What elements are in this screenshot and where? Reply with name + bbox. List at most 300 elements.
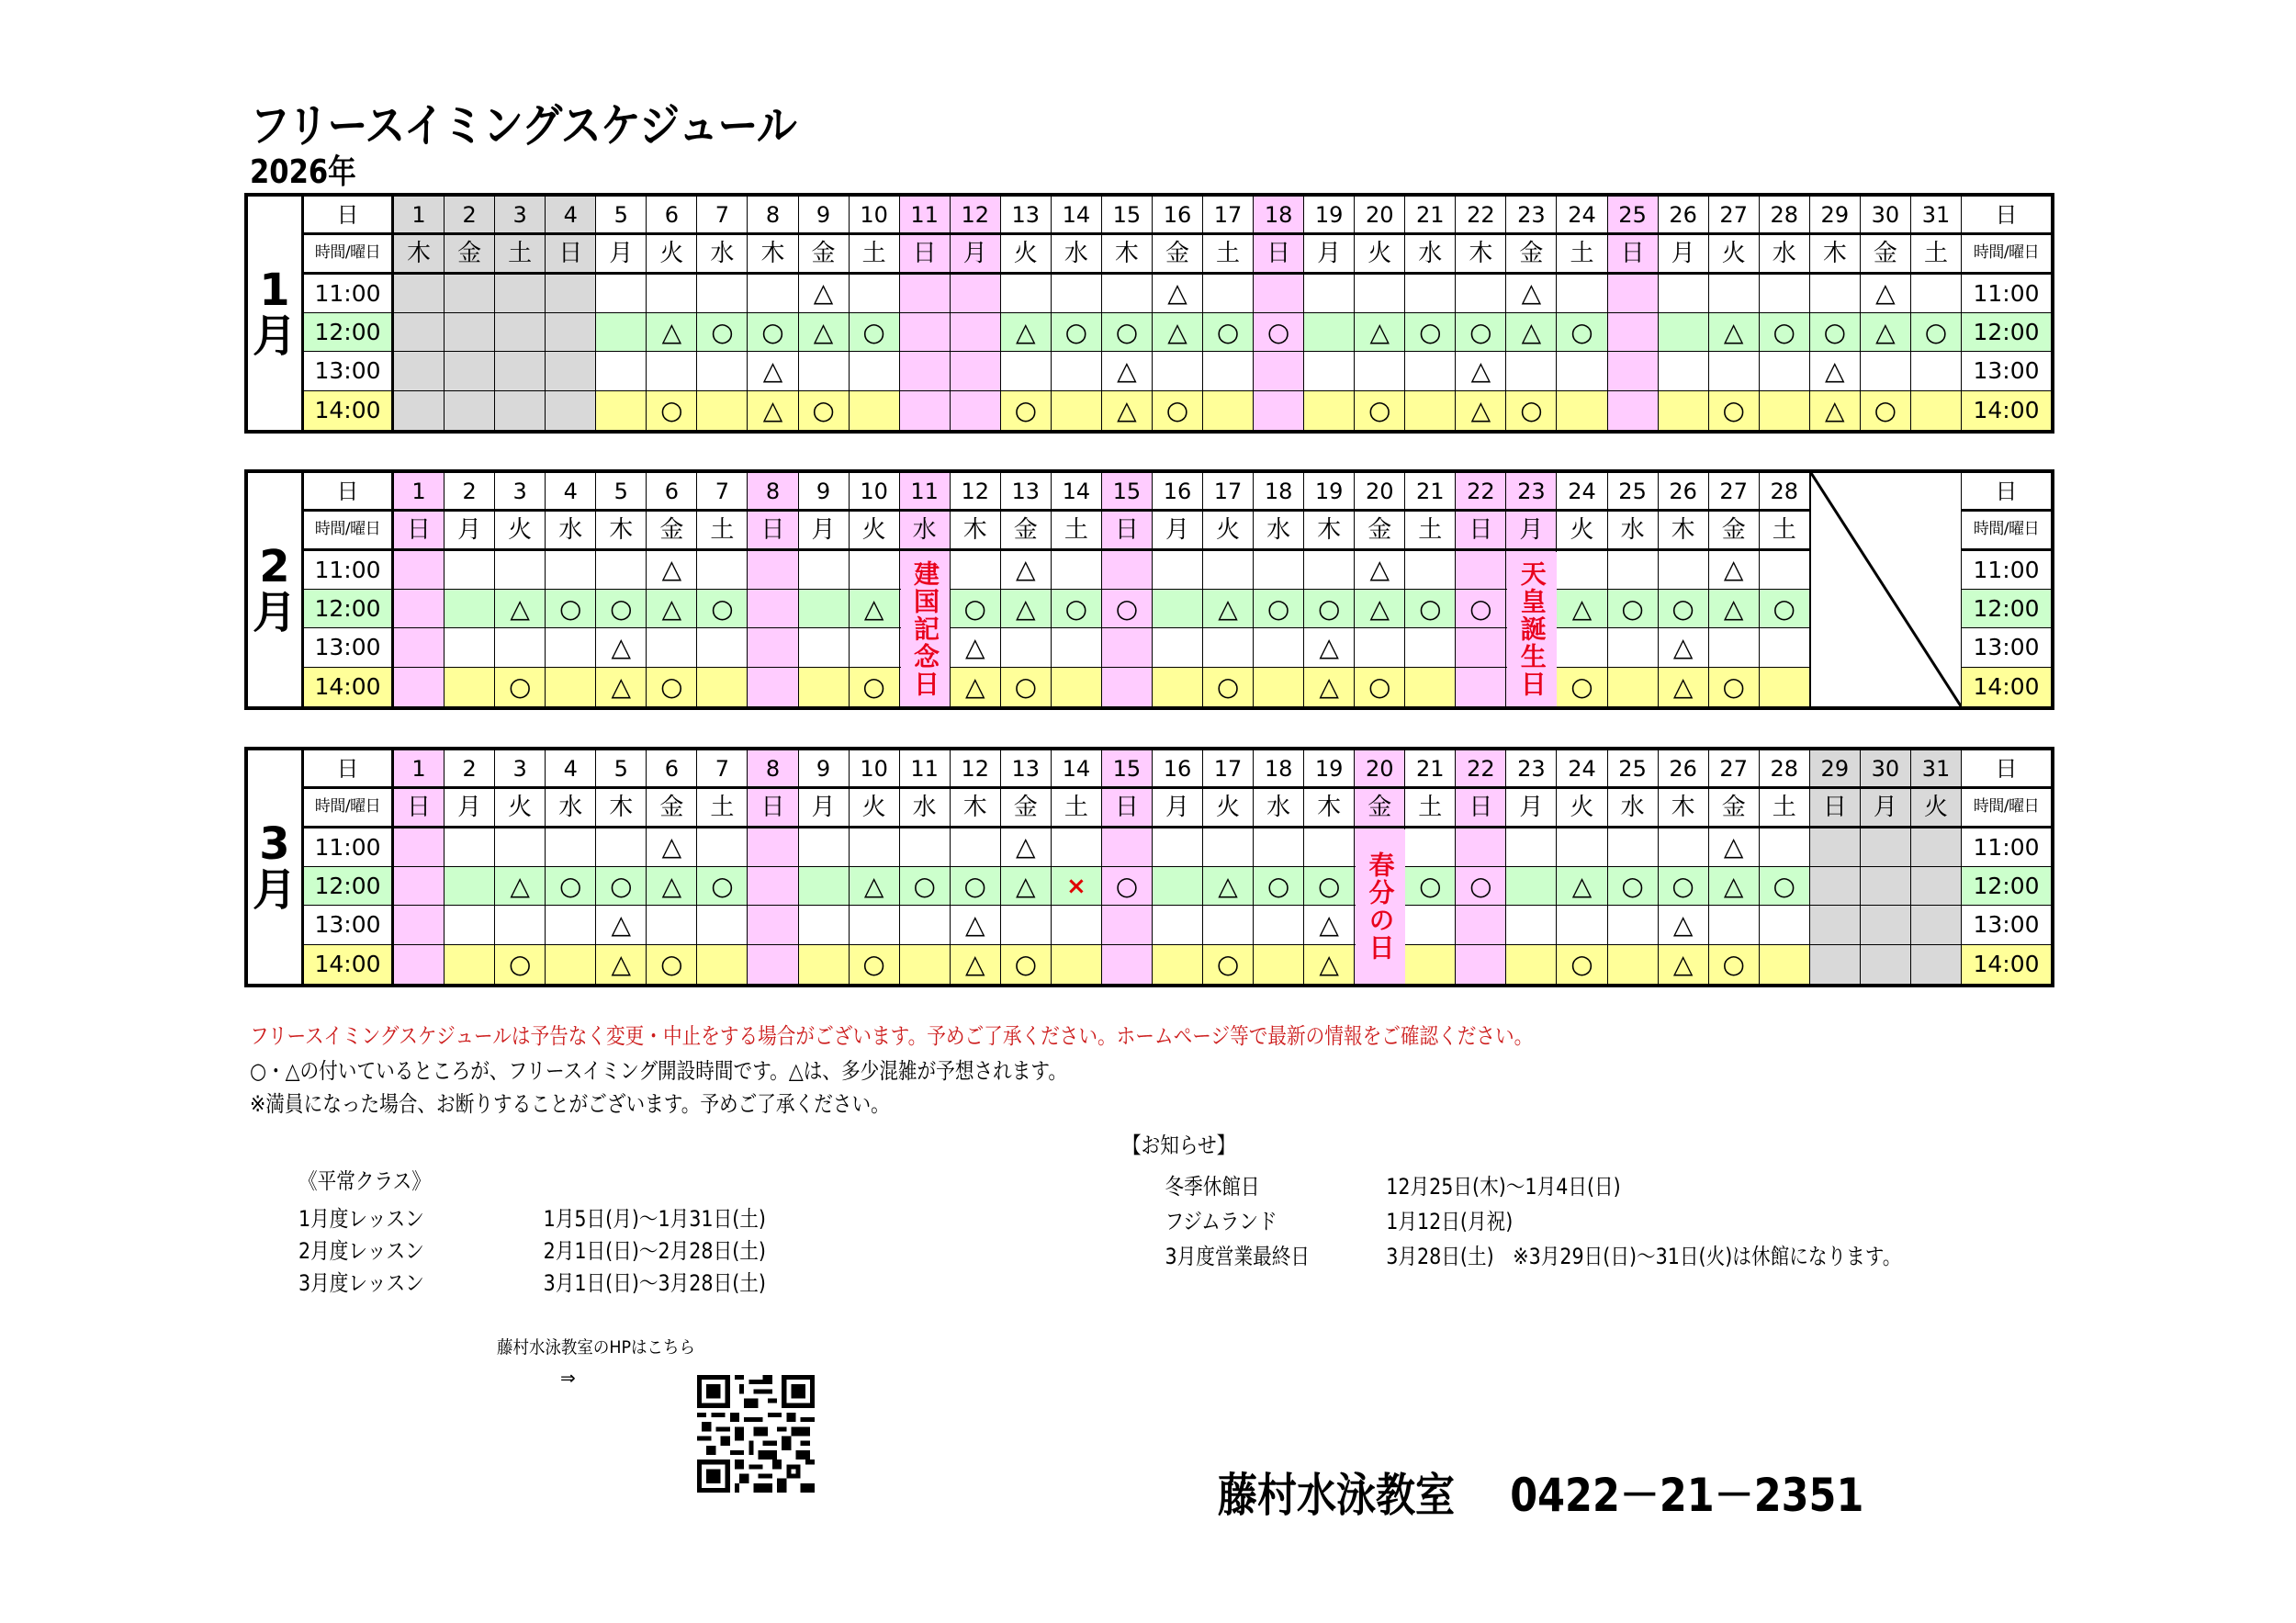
slot-cell: △ — [799, 275, 850, 312]
slot-cell: △ — [1102, 391, 1153, 430]
slot-cell — [1911, 867, 1962, 905]
slot-cell: △ — [951, 628, 1001, 666]
weekday-cell: 金 — [1709, 789, 1760, 825]
slot-cell: △ — [1861, 275, 1911, 312]
time-label-right: 11:00 — [1973, 833, 2040, 861]
weekday-cell: 日 — [1608, 235, 1659, 271]
weekday-cell: 火 — [850, 789, 900, 825]
qr-code-icon[interactable] — [696, 1375, 816, 1493]
slot-cell: ○ — [1709, 945, 1760, 984]
date-cell: 23 — [1506, 197, 1557, 232]
date-cell: 23 — [1506, 473, 1557, 509]
date-cell: 5 — [596, 473, 647, 509]
slot-cell: ○ — [799, 391, 850, 430]
date-row — [304, 750, 2051, 789]
slot-cell — [1153, 628, 1203, 666]
slot-cell — [1203, 906, 1254, 943]
slot-cell — [1153, 551, 1203, 589]
weekday-cell: 木 — [951, 512, 1001, 547]
slot-cell: ○ — [1709, 391, 1760, 430]
slot-cell — [951, 352, 1001, 389]
weekday-cell: 月 — [799, 512, 850, 547]
time-label-right: 13:00 — [1973, 357, 2040, 385]
date-row — [304, 197, 2051, 235]
date-cell: 19 — [1304, 473, 1355, 509]
slot-cell: △ — [1001, 828, 1052, 866]
slot-cell — [546, 906, 596, 943]
date-cell: 24 — [1557, 750, 1607, 786]
date-cell: 3 — [495, 197, 546, 232]
weekday-cell: 月 — [1304, 235, 1355, 271]
regular-classes-section — [298, 1163, 766, 1297]
time-label: 13:00 — [304, 352, 394, 389]
weekday-cell: 月 — [1506, 789, 1557, 825]
slot-cell — [1203, 551, 1254, 589]
slot-cell: ○ — [1760, 590, 1810, 627]
weekday-cell: 水 — [1608, 789, 1659, 825]
slot-cell — [1203, 275, 1254, 312]
slot-cell — [1203, 628, 1254, 666]
slot-cell — [1608, 906, 1659, 943]
weekday-cell: 土 — [1557, 235, 1607, 271]
slot-cell — [748, 828, 798, 866]
slot-cell: ○ — [647, 668, 697, 706]
weekday-cell: 月 — [596, 235, 647, 271]
month-unit: 月 — [252, 587, 297, 638]
notice-legend: ○・△の付いているところが、フリースイミング開設時間です。△は、多少混雑が予想されます。 — [250, 1058, 1068, 1084]
slot-cell: △ — [1355, 313, 1405, 351]
date-cell: 22 — [1456, 750, 1506, 786]
weekday-cell: 水 — [900, 512, 951, 547]
schedule-grid — [304, 197, 2051, 430]
slot-cell — [596, 551, 647, 589]
weekday-cell: 火 — [1557, 512, 1607, 547]
slot-cell — [697, 391, 748, 430]
slot-cell — [1506, 867, 1557, 905]
slot-cell — [1506, 945, 1557, 984]
slot-cell — [1203, 828, 1254, 866]
date-cell: 10 — [850, 197, 900, 232]
weekday-cell: 金 — [1355, 789, 1405, 825]
weekday-cell: 金 — [1861, 235, 1911, 271]
slot-cell — [1052, 668, 1102, 706]
date-cell: 9 — [799, 750, 850, 786]
slot-cell — [1557, 391, 1607, 430]
time-slot-row — [304, 906, 2051, 944]
date-cell: 3 — [495, 750, 546, 786]
time-weekday-label-right: 時間/曜日 — [1973, 243, 2040, 263]
schedule-grid — [304, 473, 2051, 706]
weekday-cell: 金 — [647, 512, 697, 547]
slot-cell — [1153, 590, 1203, 627]
slot-cell — [1911, 352, 1962, 389]
slot-cell: ○ — [748, 313, 798, 351]
slot-cell — [799, 668, 850, 706]
date-cell: 5 — [596, 197, 647, 232]
slot-cell — [394, 906, 445, 943]
date-cell: 8 — [748, 473, 798, 509]
slot-cell — [1456, 275, 1506, 312]
slot-cell: △ — [647, 551, 697, 589]
weekday-row — [304, 512, 2051, 550]
date-header-label: 日 — [304, 197, 394, 232]
slot-cell — [748, 668, 798, 706]
slot-cell — [1557, 352, 1607, 389]
date-cell: 15 — [1102, 473, 1153, 509]
slot-cell: ○ — [647, 945, 697, 984]
date-cell: 9 — [799, 473, 850, 509]
date-cell: 5 — [596, 750, 647, 786]
date-cell: 13 — [1001, 473, 1052, 509]
slot-cell — [596, 275, 647, 312]
slot-cell — [900, 275, 951, 312]
slot-cell — [647, 628, 697, 666]
slot-cell — [1254, 628, 1304, 666]
schedule-table-january — [244, 193, 2054, 434]
slot-cell: ○ — [850, 945, 900, 984]
slot-cell: ○ — [1456, 313, 1506, 351]
year-label: 2026年 — [250, 153, 356, 191]
slot-cell: △ — [647, 867, 697, 905]
date-cell: 10 — [850, 473, 900, 509]
date-header-label-right: 日 — [1995, 755, 2018, 782]
date-cell: 16 — [1153, 197, 1203, 232]
slot-cell: △ — [1304, 906, 1355, 943]
slot-cell — [445, 313, 495, 351]
slot-cell — [697, 275, 748, 312]
slot-cell: ○ — [1557, 668, 1607, 706]
date-cell: 19 — [1304, 750, 1355, 786]
date-cell: 7 — [697, 197, 748, 232]
slot-cell — [1052, 551, 1102, 589]
time-slot-row — [304, 352, 2051, 390]
weekday-cell: 木 — [596, 789, 647, 825]
news-section — [1122, 1127, 1901, 1271]
date-cell: 16 — [1153, 473, 1203, 509]
slot-cell: ○ — [1608, 590, 1659, 627]
slot-cell: △ — [1153, 313, 1203, 351]
date-cell: 27 — [1709, 750, 1760, 786]
time-weekday-label: 時間/曜日 — [304, 235, 394, 271]
weekday-cell: 水 — [1254, 789, 1304, 825]
date-cell: 24 — [1557, 197, 1607, 232]
weekday-cell: 土 — [1911, 235, 1962, 271]
weekday-cell: 水 — [1405, 235, 1456, 271]
news-detail: 3月28日(土) ※3月29日(日)～31日(火)は休館になります。 — [1386, 1243, 1902, 1269]
slot-cell — [900, 352, 951, 389]
weekday-cell: 火 — [850, 512, 900, 547]
slot-cell: ○ — [1052, 590, 1102, 627]
weekday-cell: 土 — [1405, 512, 1456, 547]
time-label-right: 11:00 — [1973, 556, 2040, 583]
news-item — [1122, 1236, 1901, 1271]
slot-cell — [900, 391, 951, 430]
slot-cell — [495, 275, 546, 312]
slot-cell — [445, 590, 495, 627]
slot-cell — [1861, 945, 1911, 984]
date-cell: 3 — [495, 473, 546, 509]
slot-cell: ○ — [1102, 590, 1153, 627]
class-item — [298, 1265, 766, 1297]
slot-cell — [850, 551, 900, 589]
time-label: 13:00 — [304, 906, 394, 943]
unused-days-diagonal — [1810, 473, 1962, 706]
slot-cell — [1810, 828, 1861, 866]
date-cell: 7 — [697, 750, 748, 786]
weekday-cell: 土 — [697, 512, 748, 547]
slot-cell — [697, 352, 748, 389]
date-cell: 18 — [1254, 473, 1304, 509]
date-cell: 22 — [1456, 473, 1506, 509]
slot-cell: ○ — [1861, 391, 1911, 430]
date-cell: 22 — [1456, 197, 1506, 232]
slot-cell — [1911, 391, 1962, 430]
time-label: 14:00 — [304, 391, 394, 430]
time-label: 14:00 — [304, 668, 394, 706]
slot-cell — [445, 945, 495, 984]
slot-cell — [445, 828, 495, 866]
slot-cell — [799, 945, 850, 984]
weekday-cell: 月 — [1506, 512, 1557, 547]
slot-cell: △ — [1557, 590, 1607, 627]
slot-cell — [1861, 352, 1911, 389]
slot-cell: △ — [1355, 590, 1405, 627]
slot-cell — [394, 590, 445, 627]
holiday-name: 天皇誕生日 — [1516, 560, 1548, 699]
slot-cell: △ — [1304, 945, 1355, 984]
slot-cell — [1608, 668, 1659, 706]
footer-contact — [1218, 1459, 1863, 1525]
class-name: 3月度レッスン — [298, 1270, 424, 1296]
slot-cell: ○ — [1001, 391, 1052, 430]
slot-cell — [596, 352, 647, 389]
slot-cell: ○ — [1405, 313, 1456, 351]
slot-cell: ○ — [1304, 867, 1355, 905]
slot-cell — [1405, 828, 1456, 866]
month-unit: 月 — [252, 310, 297, 362]
slot-cell: ○ — [951, 590, 1001, 627]
slot-cell: ○ — [1659, 867, 1709, 905]
slot-cell: ○ — [1760, 313, 1810, 351]
class-period: 3月1日(日)～3月28日(土) — [543, 1270, 766, 1296]
slot-cell — [850, 906, 900, 943]
slot-cell: ○ — [647, 391, 697, 430]
slot-cell — [1001, 906, 1052, 943]
slot-cell: △ — [1659, 906, 1709, 943]
slot-cell: ○ — [900, 867, 951, 905]
slot-cell — [1760, 906, 1810, 943]
slot-cell — [697, 668, 748, 706]
time-slot-row — [304, 590, 2051, 628]
slot-cell: △ — [1304, 668, 1355, 706]
slot-cell — [1405, 391, 1456, 430]
slot-cell: ○ — [1304, 590, 1355, 627]
slot-cell — [1506, 828, 1557, 866]
date-cell: 1 — [394, 473, 445, 509]
weekday-cell: 火 — [495, 512, 546, 547]
month-number: 1 — [259, 264, 290, 316]
slot-cell — [546, 628, 596, 666]
date-cell: 31 — [1911, 197, 1962, 232]
slot-cell: ○ — [1405, 867, 1456, 905]
date-cell: 2 — [445, 197, 495, 232]
slot-cell — [1102, 945, 1153, 984]
time-label: 11:00 — [304, 828, 394, 866]
slot-cell — [748, 590, 798, 627]
phone-number[interactable]: 0422－21－2351 — [1510, 1469, 1864, 1522]
slot-cell: ○ — [1203, 945, 1254, 984]
slot-cell — [850, 628, 900, 666]
slot-cell — [900, 590, 951, 627]
time-slot-row — [304, 551, 2051, 590]
slot-cell — [1608, 352, 1659, 389]
slot-cell — [1102, 551, 1153, 589]
slot-cell: ○ — [1557, 313, 1607, 351]
slot-cell — [1810, 945, 1861, 984]
date-cell: 6 — [647, 750, 697, 786]
weekday-cell: 土 — [697, 789, 748, 825]
slot-cell — [445, 551, 495, 589]
slot-cell: △ — [596, 668, 647, 706]
weekday-cell: 水 — [1760, 235, 1810, 271]
weekday-cell: 月 — [1861, 789, 1911, 825]
slot-cell: ○ — [1355, 668, 1405, 706]
slot-cell — [1001, 275, 1052, 312]
slot-cell — [1203, 352, 1254, 389]
slot-cell — [546, 945, 596, 984]
slot-cell — [1911, 945, 1962, 984]
date-cell: 15 — [1102, 197, 1153, 232]
slot-cell — [647, 275, 697, 312]
slot-cell — [1405, 275, 1456, 312]
weekday-cell: 木 — [1810, 235, 1861, 271]
slot-cell — [1760, 551, 1810, 589]
time-slot-row — [304, 275, 2051, 313]
slot-cell — [1254, 551, 1304, 589]
date-cell: 25 — [1608, 750, 1659, 786]
weekday-cell: 火 — [1203, 512, 1254, 547]
date-cell: 19 — [1304, 197, 1355, 232]
slot-cell: △ — [596, 906, 647, 943]
slot-cell — [1052, 628, 1102, 666]
slot-cell — [546, 828, 596, 866]
slot-cell — [546, 275, 596, 312]
time-weekday-label-right: 時間/曜日 — [1973, 797, 2040, 817]
slot-cell — [1153, 828, 1203, 866]
date-row — [304, 473, 2051, 512]
weekday-cell: 日 — [900, 235, 951, 271]
date-cell: 28 — [1760, 473, 1810, 509]
date-cell: 29 — [1810, 750, 1861, 786]
slot-cell: ○ — [1456, 867, 1506, 905]
month-number: 2 — [259, 540, 290, 592]
slot-cell — [697, 628, 748, 666]
slot-cell: △ — [1001, 590, 1052, 627]
slot-cell: △ — [1557, 867, 1607, 905]
slot-cell — [1304, 828, 1355, 866]
slot-cell: △ — [1810, 391, 1861, 430]
time-label-right: 11:00 — [1973, 279, 2040, 307]
page-title: フリースイミングスケジュール — [250, 99, 796, 152]
slot-cell — [1709, 352, 1760, 389]
slot-cell: △ — [495, 867, 546, 905]
slot-cell: ○ — [697, 867, 748, 905]
notice-change-warning: フリースイミングスケジュールは予告なく変更・中止をする場合がございます。予めご了承ください。ホームページ等で最新の情報をご確認ください。 — [250, 1023, 1534, 1049]
slot-cell: ○ — [1001, 945, 1052, 984]
weekday-cell: 火 — [1709, 235, 1760, 271]
date-cell: 20 — [1355, 197, 1405, 232]
date-cell: 17 — [1203, 750, 1254, 786]
slot-cell — [748, 275, 798, 312]
date-cell: 21 — [1405, 197, 1456, 232]
slot-cell — [900, 628, 951, 666]
slot-cell — [445, 275, 495, 312]
slot-cell — [1659, 551, 1709, 589]
slot-cell — [1254, 275, 1304, 312]
slot-cell — [1405, 668, 1456, 706]
date-cell: 14 — [1052, 750, 1102, 786]
weekday-cell: 水 — [546, 789, 596, 825]
slot-cell — [951, 313, 1001, 351]
slot-cell — [394, 313, 445, 351]
weekday-cell: 金 — [445, 235, 495, 271]
date-cell: 30 — [1861, 197, 1911, 232]
slot-cell — [445, 668, 495, 706]
slot-cell: ○ — [1456, 590, 1506, 627]
time-weekday-label: 時間/曜日 — [304, 512, 394, 547]
slot-cell — [1659, 352, 1709, 389]
slot-cell: ○ — [697, 313, 748, 351]
weekday-cell: 火 — [1911, 789, 1962, 825]
class-item — [298, 1233, 766, 1265]
weekday-cell: 金 — [647, 789, 697, 825]
slot-cell: ○ — [1911, 313, 1962, 351]
regular-classes-heading: 《平常クラス》 — [298, 1168, 431, 1194]
slot-cell — [1709, 275, 1760, 312]
slot-cell — [799, 828, 850, 866]
news-heading: 【お知らせ】 — [1122, 1133, 1236, 1158]
slot-cell: △ — [1153, 275, 1203, 312]
slot-cell — [1001, 352, 1052, 389]
weekday-row — [304, 235, 2051, 274]
slot-cell — [1153, 906, 1203, 943]
weekday-cell: 木 — [951, 789, 1001, 825]
weekday-cell: 木 — [596, 512, 647, 547]
weekday-cell: 月 — [1659, 235, 1709, 271]
slot-cell — [850, 391, 900, 430]
weekday-cell: 日 — [1102, 512, 1153, 547]
date-cell: 1 — [394, 750, 445, 786]
slot-cell — [1608, 828, 1659, 866]
slot-cell — [1659, 828, 1709, 866]
notice-full-capacity: ※満員になった場合、お断りすることがございます。予めご了承ください。 — [250, 1091, 890, 1117]
date-cell: 29 — [1810, 197, 1861, 232]
slot-cell: ○ — [1355, 391, 1405, 430]
weekday-cell: 水 — [697, 235, 748, 271]
slot-cell — [697, 551, 748, 589]
weekday-cell: 金 — [1506, 235, 1557, 271]
slot-cell: △ — [1355, 551, 1405, 589]
slot-cell — [1052, 391, 1102, 430]
holiday-name: 春分の日 — [1365, 851, 1396, 963]
slot-cell: △ — [1456, 391, 1506, 430]
slot-cell — [1405, 628, 1456, 666]
time-label-right: 14:00 — [1962, 668, 2051, 706]
time-slot-row — [304, 828, 2051, 867]
date-cell: 13 — [1001, 750, 1052, 786]
schedule-table-march — [244, 747, 2054, 987]
slot-cell — [1052, 906, 1102, 943]
